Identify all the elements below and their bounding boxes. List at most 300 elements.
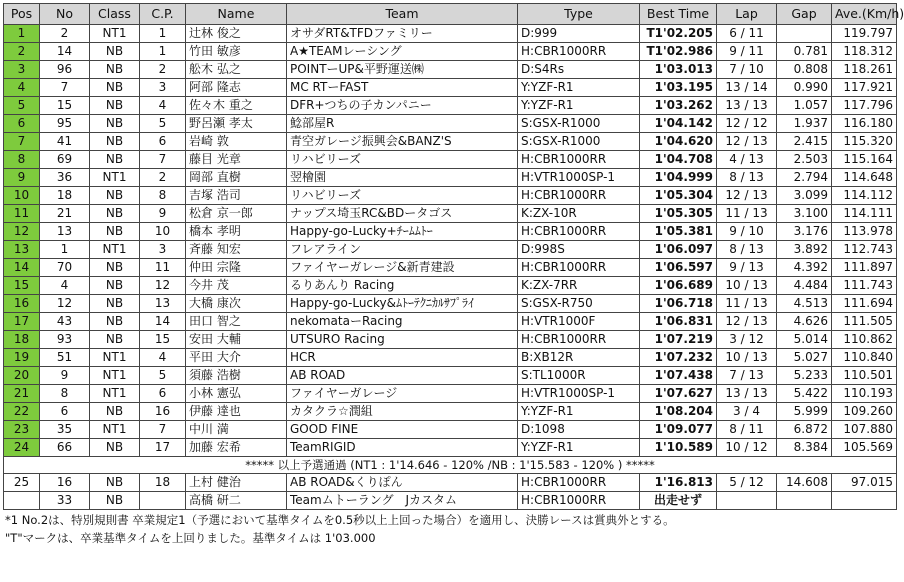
- table-row: [4, 187, 897, 205]
- lap-cell: 8 / 13: [717, 241, 777, 259]
- average-speed-cell: 111.505: [832, 313, 897, 331]
- pos-cell: 18: [4, 331, 40, 349]
- best-time-cell: 1'04.999: [640, 169, 717, 187]
- column-header-pos: Pos: [4, 4, 40, 25]
- column-header-no: No: [40, 4, 90, 25]
- pos-cell: 2: [4, 43, 40, 61]
- class-position-cell: 15: [140, 331, 186, 349]
- team-cell: MC RTーFAST: [287, 79, 518, 97]
- gap-cell: 4.392: [777, 259, 832, 277]
- team-cell: TeamRIGID: [287, 439, 518, 457]
- gap-cell: 5.999: [777, 403, 832, 421]
- lap-cell: 3 / 4: [717, 403, 777, 421]
- team-cell: UTSURO Racing: [287, 331, 518, 349]
- average-speed-cell: 110.501: [832, 367, 897, 385]
- average-speed-cell: 110.193: [832, 385, 897, 403]
- table-row: [4, 367, 897, 385]
- pos-cell: 1: [4, 25, 40, 43]
- number-cell: 33: [40, 492, 90, 510]
- team-cell: ファイヤーガレージ&新青建設: [287, 259, 518, 277]
- class-cell: NB: [90, 133, 140, 151]
- team-cell: Happy-go-Lucky+ﾁｰﾑﾑﾄｰ: [287, 223, 518, 241]
- gap-cell: 4.626: [777, 313, 832, 331]
- machine-type-cell: K:ZX-7RR: [518, 277, 640, 295]
- lap-cell: 9 / 13: [717, 259, 777, 277]
- rider-name-cell: 斉藤 知宏: [186, 241, 287, 259]
- best-time-cell: 1'06.831: [640, 313, 717, 331]
- team-cell: Happy-go-Lucky&ﾑﾄｰﾃｸﾆｶﾙｻﾌﾟﾗｲ: [287, 295, 518, 313]
- number-cell: 35: [40, 421, 90, 439]
- average-speed-cell: 110.840: [832, 349, 897, 367]
- class-cell: NB: [90, 187, 140, 205]
- machine-type-cell: H:CBR1000RR: [518, 474, 640, 492]
- gap-cell: 3.176: [777, 223, 832, 241]
- team-cell: ナップス埼玉RC&BDータゴス: [287, 205, 518, 223]
- average-speed-cell: 118.261: [832, 61, 897, 79]
- column-header-gap: Gap: [777, 4, 832, 25]
- class-position-cell: 16: [140, 403, 186, 421]
- lap-cell: [717, 492, 777, 510]
- team-cell: 翌檜園: [287, 169, 518, 187]
- gap-cell: 14.608: [777, 474, 832, 492]
- team-cell: HCR: [287, 349, 518, 367]
- table-row: [4, 25, 897, 43]
- number-cell: 70: [40, 259, 90, 277]
- team-cell: オサダRT&TFDファミリー: [287, 25, 518, 43]
- class-position-cell: 5: [140, 367, 186, 385]
- class-position-cell: 6: [140, 133, 186, 151]
- best-time-cell: 出走せず: [640, 492, 717, 510]
- pos-cell: 4: [4, 79, 40, 97]
- qualifying-cutoff-row: [4, 457, 897, 474]
- rider-name-cell: 加藤 宏希: [186, 439, 287, 457]
- average-speed-cell: 107.880: [832, 421, 897, 439]
- pos-cell: 5: [4, 97, 40, 115]
- table-row: [4, 151, 897, 169]
- class-cell: NT1: [90, 421, 140, 439]
- machine-type-cell: H:CBR1000RR: [518, 187, 640, 205]
- pos-cell: 20: [4, 367, 40, 385]
- best-time-cell: 1'05.304: [640, 187, 717, 205]
- pos-cell: 8: [4, 151, 40, 169]
- team-cell: DFR+つちの子カンパニー: [287, 97, 518, 115]
- class-position-cell: 17: [140, 439, 186, 457]
- table-row: [4, 403, 897, 421]
- class-position-cell: 9: [140, 205, 186, 223]
- average-speed-cell: [832, 492, 897, 510]
- lap-cell: 5 / 12: [717, 474, 777, 492]
- best-time-cell: 1'03.013: [640, 61, 717, 79]
- class-cell: NT1: [90, 25, 140, 43]
- column-header-name: Name: [186, 4, 287, 25]
- average-speed-cell: 105.569: [832, 439, 897, 457]
- class-cell: NB: [90, 492, 140, 510]
- machine-type-cell: B:XB12R: [518, 349, 640, 367]
- table-row: [4, 439, 897, 457]
- column-header-best-time: Best Time: [640, 4, 717, 25]
- number-cell: 95: [40, 115, 90, 133]
- average-speed-cell: 117.921: [832, 79, 897, 97]
- pos-cell: 7: [4, 133, 40, 151]
- rider-name-cell: 橋本 孝明: [186, 223, 287, 241]
- column-header-lap: Lap: [717, 4, 777, 25]
- lap-cell: 11 / 13: [717, 205, 777, 223]
- pos-cell: 24: [4, 439, 40, 457]
- machine-type-cell: H:VTR1000SP-1: [518, 169, 640, 187]
- average-speed-cell: 111.694: [832, 295, 897, 313]
- best-time-cell: 1'05.381: [640, 223, 717, 241]
- pos-cell: 25: [4, 474, 40, 492]
- gap-cell: 1.937: [777, 115, 832, 133]
- rider-name-cell: 小林 憲弘: [186, 385, 287, 403]
- average-speed-cell: 116.180: [832, 115, 897, 133]
- table-row: [4, 79, 897, 97]
- pos-cell: 17: [4, 313, 40, 331]
- pos-cell: 23: [4, 421, 40, 439]
- average-speed-cell: 110.862: [832, 331, 897, 349]
- rider-name-cell: 田口 智之: [186, 313, 287, 331]
- lap-cell: 13 / 13: [717, 385, 777, 403]
- gap-cell: [777, 25, 832, 43]
- lap-cell: 4 / 13: [717, 151, 777, 169]
- machine-type-cell: H:CBR1000RR: [518, 492, 640, 510]
- class-position-cell: 2: [140, 61, 186, 79]
- machine-type-cell: H:VTR1000F: [518, 313, 640, 331]
- table-row: [4, 133, 897, 151]
- best-time-cell: 1'04.142: [640, 115, 717, 133]
- class-position-cell: 14: [140, 313, 186, 331]
- class-cell: NB: [90, 439, 140, 457]
- table-row: [4, 295, 897, 313]
- number-cell: 2: [40, 25, 90, 43]
- table-row: [4, 277, 897, 295]
- class-cell: NB: [90, 277, 140, 295]
- best-time-cell: 1'05.305: [640, 205, 717, 223]
- number-cell: 36: [40, 169, 90, 187]
- class-position-cell: 7: [140, 421, 186, 439]
- lap-cell: 12 / 13: [717, 187, 777, 205]
- class-cell: NB: [90, 313, 140, 331]
- rider-name-cell: 高橋 研二: [186, 492, 287, 510]
- footnote-2: "T"マークは、卒業基準タイムを上回りました。基準タイムは 1'03.000: [5, 531, 376, 545]
- lap-cell: 12 / 12: [717, 115, 777, 133]
- table-row: [4, 331, 897, 349]
- lap-cell: 10 / 13: [717, 277, 777, 295]
- average-speed-cell: 113.978: [832, 223, 897, 241]
- gap-cell: 2.415: [777, 133, 832, 151]
- footnotes: [3, 511, 896, 547]
- gap-cell: 2.794: [777, 169, 832, 187]
- machine-type-cell: H:CBR1000RR: [518, 43, 640, 61]
- rider-name-cell: 阿部 隆志: [186, 79, 287, 97]
- number-cell: 12: [40, 295, 90, 313]
- number-cell: 93: [40, 331, 90, 349]
- gap-cell: 3.100: [777, 205, 832, 223]
- team-cell: 鯰部屋R: [287, 115, 518, 133]
- rider-name-cell: 辻林 俊之: [186, 25, 287, 43]
- number-cell: 51: [40, 349, 90, 367]
- best-time-cell: 1'06.597: [640, 259, 717, 277]
- class-position-cell: 6: [140, 385, 186, 403]
- class-position-cell: 4: [140, 97, 186, 115]
- gap-cell: 0.781: [777, 43, 832, 61]
- rider-name-cell: 藤目 光章: [186, 151, 287, 169]
- gap-cell: 3.099: [777, 187, 832, 205]
- rider-name-cell: 吉塚 浩司: [186, 187, 287, 205]
- rider-name-cell: 伊藤 達也: [186, 403, 287, 421]
- best-time-cell: 1'07.219: [640, 331, 717, 349]
- class-cell: NB: [90, 97, 140, 115]
- lap-cell: 12 / 13: [717, 313, 777, 331]
- machine-type-cell: H:VTR1000SP-1: [518, 385, 640, 403]
- average-speed-cell: 114.648: [832, 169, 897, 187]
- best-time-cell: 1'06.689: [640, 277, 717, 295]
- pos-cell: 13: [4, 241, 40, 259]
- class-cell: NB: [90, 151, 140, 169]
- class-position-cell: 1: [140, 25, 186, 43]
- class-cell: NB: [90, 43, 140, 61]
- pos-cell: 15: [4, 277, 40, 295]
- machine-type-cell: S:GSX-R750: [518, 295, 640, 313]
- team-cell: Teamムトーラング Jカスタム: [287, 492, 518, 510]
- table-row: [4, 97, 897, 115]
- number-cell: 43: [40, 313, 90, 331]
- class-cell: NT1: [90, 385, 140, 403]
- team-cell: nekomataーRacing: [287, 313, 518, 331]
- number-cell: 41: [40, 133, 90, 151]
- pos-cell: 9: [4, 169, 40, 187]
- team-cell: るりあんり Racing: [287, 277, 518, 295]
- column-header-team: Team: [287, 4, 518, 25]
- best-time-cell: 1'07.438: [640, 367, 717, 385]
- rider-name-cell: 佐々木 重之: [186, 97, 287, 115]
- class-cell: NB: [90, 474, 140, 492]
- best-time-cell: 1'07.232: [640, 349, 717, 367]
- results-table: [3, 3, 904, 510]
- table-row: [4, 169, 897, 187]
- pos-cell: 22: [4, 403, 40, 421]
- results-sheet: [3, 3, 904, 547]
- number-cell: 4: [40, 277, 90, 295]
- machine-type-cell: H:CBR1000RR: [518, 151, 640, 169]
- best-time-cell: T1'02.986: [640, 43, 717, 61]
- average-speed-cell: 114.112: [832, 187, 897, 205]
- machine-type-cell: S:GSX-R1000: [518, 115, 640, 133]
- gap-cell: 5.422: [777, 385, 832, 403]
- lap-cell: 10 / 13: [717, 349, 777, 367]
- machine-type-cell: H:CBR1000RR: [518, 259, 640, 277]
- average-speed-cell: 118.312: [832, 43, 897, 61]
- pos-cell: 10: [4, 187, 40, 205]
- gap-cell: 6.872: [777, 421, 832, 439]
- table-row: [4, 61, 897, 79]
- table-row: [4, 259, 897, 277]
- number-cell: 66: [40, 439, 90, 457]
- rider-name-cell: 大橋 康次: [186, 295, 287, 313]
- table-row: [4, 385, 897, 403]
- pos-cell: 19: [4, 349, 40, 367]
- team-cell: POINTーUP&平野運送㈱: [287, 61, 518, 79]
- pos-cell: 3: [4, 61, 40, 79]
- lap-cell: 7 / 13: [717, 367, 777, 385]
- class-cell: NB: [90, 403, 140, 421]
- table-row: [4, 492, 897, 510]
- pos-cell: 11: [4, 205, 40, 223]
- class-position-cell: 10: [140, 223, 186, 241]
- best-time-cell: 1'04.620: [640, 133, 717, 151]
- class-position-cell: 5: [140, 115, 186, 133]
- number-cell: 21: [40, 205, 90, 223]
- average-speed-cell: 97.015: [832, 474, 897, 492]
- number-cell: 6: [40, 403, 90, 421]
- class-cell: NB: [90, 259, 140, 277]
- class-cell: NB: [90, 79, 140, 97]
- rider-name-cell: 今井 茂: [186, 277, 287, 295]
- pos-cell: [4, 492, 40, 510]
- gap-cell: 0.990: [777, 79, 832, 97]
- best-time-cell: 1'09.077: [640, 421, 717, 439]
- machine-type-cell: Y:YZF-R1: [518, 97, 640, 115]
- class-cell: NT1: [90, 241, 140, 259]
- gap-cell: 2.503: [777, 151, 832, 169]
- average-speed-cell: 111.897: [832, 259, 897, 277]
- lap-cell: 11 / 13: [717, 295, 777, 313]
- machine-type-cell: H:CBR1000RR: [518, 223, 640, 241]
- team-cell: リハビリーズ: [287, 151, 518, 169]
- class-cell: NB: [90, 331, 140, 349]
- best-time-cell: 1'03.262: [640, 97, 717, 115]
- number-cell: 69: [40, 151, 90, 169]
- team-cell: AB ROAD: [287, 367, 518, 385]
- gap-cell: 0.808: [777, 61, 832, 79]
- column-header-ave: Ave.(Km/h): [832, 4, 897, 25]
- header-row: [4, 4, 897, 25]
- rider-name-cell: 岡部 直樹: [186, 169, 287, 187]
- average-speed-cell: 114.111: [832, 205, 897, 223]
- number-cell: 7: [40, 79, 90, 97]
- pos-cell: 6: [4, 115, 40, 133]
- team-cell: A★TEAMレーシング: [287, 43, 518, 61]
- column-header-type: Type: [518, 4, 640, 25]
- qualifying-cutoff-text: ***** 以上予選通過 (NT1 : 1'14.646 - 120% /NB : 1'15.583 - 120% ) *****: [4, 457, 897, 474]
- machine-type-cell: D:1098: [518, 421, 640, 439]
- number-cell: 18: [40, 187, 90, 205]
- table-row: [4, 223, 897, 241]
- rider-name-cell: 上村 健治: [186, 474, 287, 492]
- rider-name-cell: 中川 満: [186, 421, 287, 439]
- lap-cell: 3 / 12: [717, 331, 777, 349]
- team-cell: フレアライン: [287, 241, 518, 259]
- lap-cell: 9 / 10: [717, 223, 777, 241]
- class-cell: NT1: [90, 349, 140, 367]
- number-cell: 8: [40, 385, 90, 403]
- machine-type-cell: D:999: [518, 25, 640, 43]
- average-speed-cell: 115.320: [832, 133, 897, 151]
- best-time-cell: 1'03.195: [640, 79, 717, 97]
- team-cell: カタクラ☆潤組: [287, 403, 518, 421]
- team-cell: リハビリーズ: [287, 187, 518, 205]
- average-speed-cell: 109.260: [832, 403, 897, 421]
- number-cell: 1: [40, 241, 90, 259]
- average-speed-cell: 112.743: [832, 241, 897, 259]
- rider-name-cell: 舩木 弘之: [186, 61, 287, 79]
- class-cell: NT1: [90, 367, 140, 385]
- number-cell: 14: [40, 43, 90, 61]
- number-cell: 13: [40, 223, 90, 241]
- class-position-cell: 3: [140, 241, 186, 259]
- class-cell: NB: [90, 223, 140, 241]
- gap-cell: 5.014: [777, 331, 832, 349]
- lap-cell: 13 / 14: [717, 79, 777, 97]
- lap-cell: 13 / 13: [717, 97, 777, 115]
- machine-type-cell: Y:YZF-R1: [518, 439, 640, 457]
- table-row: [4, 241, 897, 259]
- rider-name-cell: 岩崎 敦: [186, 133, 287, 151]
- table-row: [4, 349, 897, 367]
- machine-type-cell: K:ZX-10R: [518, 205, 640, 223]
- lap-cell: 8 / 13: [717, 169, 777, 187]
- machine-type-cell: Y:YZF-R1: [518, 403, 640, 421]
- pos-cell: 21: [4, 385, 40, 403]
- best-time-cell: 1'16.813: [640, 474, 717, 492]
- class-position-cell: 4: [140, 349, 186, 367]
- gap-cell: 5.027: [777, 349, 832, 367]
- rider-name-cell: 安田 大輔: [186, 331, 287, 349]
- gap-cell: 4.484: [777, 277, 832, 295]
- best-time-cell: 1'07.627: [640, 385, 717, 403]
- team-cell: ファイヤーガレージ: [287, 385, 518, 403]
- machine-type-cell: H:CBR1000RR: [518, 331, 640, 349]
- results-body: [4, 25, 897, 510]
- gap-cell: [777, 492, 832, 510]
- rider-name-cell: 平田 大介: [186, 349, 287, 367]
- best-time-cell: 1'08.204: [640, 403, 717, 421]
- gap-cell: 3.892: [777, 241, 832, 259]
- class-position-cell: 3: [140, 79, 186, 97]
- best-time-cell: 1'04.708: [640, 151, 717, 169]
- lap-cell: 9 / 11: [717, 43, 777, 61]
- gap-cell: 1.057: [777, 97, 832, 115]
- lap-cell: 10 / 12: [717, 439, 777, 457]
- number-cell: 15: [40, 97, 90, 115]
- rider-name-cell: 野呂瀬 孝太: [186, 115, 287, 133]
- lap-cell: 7 / 10: [717, 61, 777, 79]
- rider-name-cell: 松倉 京一郎: [186, 205, 287, 223]
- class-position-cell: 18: [140, 474, 186, 492]
- number-cell: 96: [40, 61, 90, 79]
- number-cell: 9: [40, 367, 90, 385]
- gap-cell: 4.513: [777, 295, 832, 313]
- average-speed-cell: 117.796: [832, 97, 897, 115]
- machine-type-cell: Y:YZF-R1: [518, 79, 640, 97]
- average-speed-cell: 111.743: [832, 277, 897, 295]
- class-cell: NB: [90, 295, 140, 313]
- class-position-cell: 8: [140, 187, 186, 205]
- lap-cell: 8 / 11: [717, 421, 777, 439]
- machine-type-cell: S:GSX-R1000: [518, 133, 640, 151]
- machine-type-cell: D:998S: [518, 241, 640, 259]
- class-position-cell: 13: [140, 295, 186, 313]
- class-position-cell: 2: [140, 169, 186, 187]
- machine-type-cell: D:S4Rs: [518, 61, 640, 79]
- best-time-cell: 1'10.589: [640, 439, 717, 457]
- gap-cell: 8.384: [777, 439, 832, 457]
- rider-name-cell: 須藤 浩樹: [186, 367, 287, 385]
- best-time-cell: 1'06.097: [640, 241, 717, 259]
- column-header-class: Class: [90, 4, 140, 25]
- table-row: [4, 313, 897, 331]
- table-row: [4, 421, 897, 439]
